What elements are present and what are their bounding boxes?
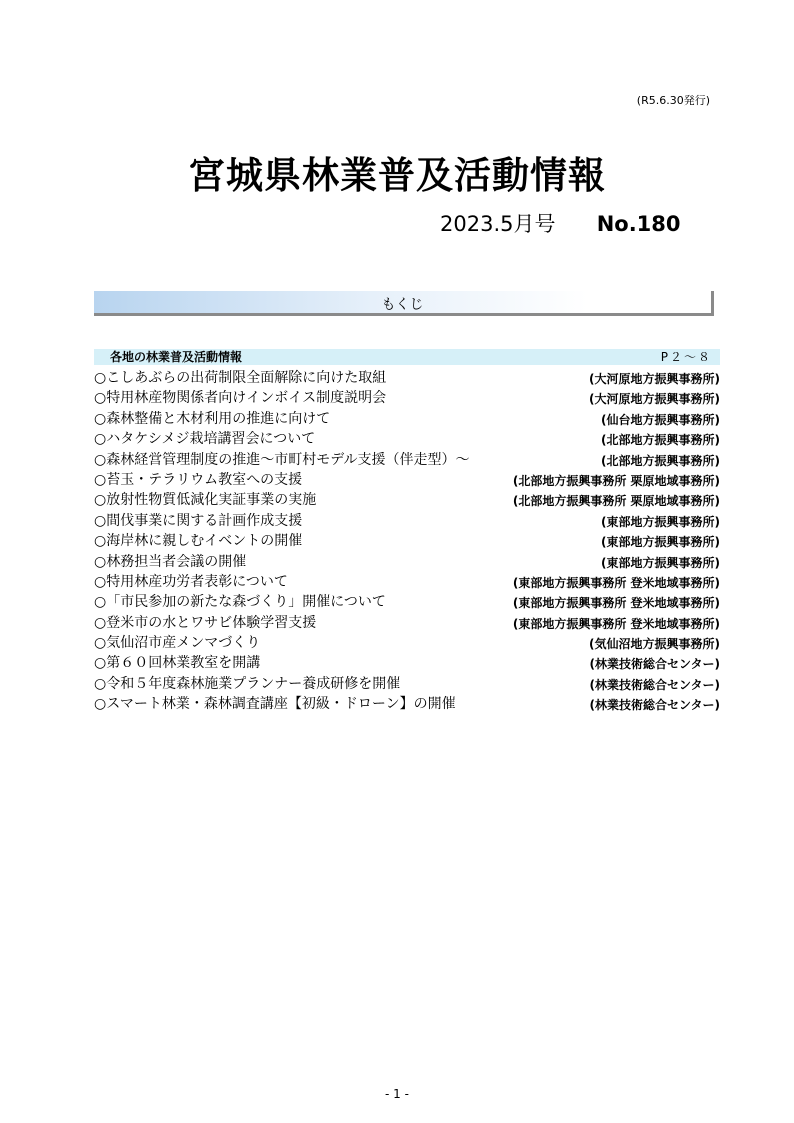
toc-item-title: ○海岸林に親しむイベントの開催 [94,533,303,550]
toc-item[interactable] [94,653,720,673]
issue-number: No.180 [596,212,681,236]
toc-item-title: ○スマート林業・森林調査講座【初級・ドローン】の開催 [94,696,456,713]
toc-item[interactable] [94,592,720,612]
toc-item-title: ○林務担当者会議の開催 [94,553,247,570]
toc-section-label: 各地の林業普及活動情報 [110,350,243,364]
toc-item-title: ○森林経営管理制度の推進～市町村モデル支援（伴走型）～ [94,451,470,468]
toc-item[interactable] [94,552,720,572]
toc-header-label: もくじ [381,297,424,313]
toc-item[interactable] [94,613,720,633]
toc-item-office: (東部地方振興事務所) [601,555,720,570]
toc-item-title: ○特用林産物関係者向けインボイス制度説明会 [94,390,387,407]
toc-section-row [94,349,720,365]
toc-item-office: (林業技術総合センター) [589,657,720,672]
toc-item-title: ○こしあぶらの出荷制限全面解除に向けた取組 [94,370,387,386]
toc-item-office: (東部地方振興事務所 登米地域事務所) [512,596,720,611]
toc-item-title: ○森林整備と木材利用の推進に向けて [94,410,331,427]
toc-item-office: (林業技術総合センター) [589,677,720,692]
toc-item-title: ○放射性物質低減化実証事業の実施 [94,492,317,509]
toc-item[interactable] [94,429,720,449]
toc-item[interactable] [94,531,720,551]
toc-item-title: ○間伐事業に関する計画作成支援 [94,512,303,529]
toc-header [94,291,714,316]
toc-item-office: (東部地方振興事務所 登米地域事務所) [512,575,720,590]
toc-item-office: (東部地方振興事務所 登米地域事務所) [512,616,720,631]
toc-item[interactable] [94,470,720,490]
issue-date: 2023.5月号 [440,212,556,236]
toc-item[interactable] [94,694,720,714]
toc-item-office: (気仙沼地方振興事務所) [589,637,720,652]
toc-item[interactable] [94,511,720,531]
toc-item-office: (北部地方振興事務所 栗原地域事務所) [512,494,720,509]
table-of-contents [94,349,720,715]
toc-item[interactable] [94,388,720,408]
toc-item-title: ○苔玉・テラリウム教室への支援 [94,471,303,488]
toc-item[interactable] [94,409,720,429]
toc-item-title: ○気仙沼市産メンマづくり [94,635,261,652]
toc-item-office: (仙台地方振興事務所) [601,412,720,427]
toc-item-office: (林業技術総合センター) [589,698,720,713]
toc-item-office: (北部地方振興事務所) [601,433,720,448]
toc-item[interactable] [94,572,720,592]
toc-item-office: (東部地方振興事務所) [601,514,720,529]
toc-item[interactable] [94,674,720,694]
toc-item-title: ○特用林産功労者表彰について [94,573,288,590]
toc-item-office: (北部地方振興事務所 栗原地域事務所) [512,473,720,488]
toc-item[interactable] [94,368,720,388]
toc-item-title: ○令和５年度森林施業プランナー養成研修を開催 [94,675,401,692]
toc-item-office: (東部地方振興事務所) [601,535,720,550]
toc-item-office: (大河原地方振興事務所) [589,372,720,386]
toc-item-title: ○「市民参加の新たな森づくり」開催について [94,594,386,611]
toc-item-title: ○ハタケシメジ栽培講習会について [94,431,316,448]
issue-date-note: (R5.6.30発行) [636,94,710,107]
toc-item-title: ○登米市の水とワサビ体験学習支援 [94,614,317,631]
document-title: 宮城県林業普及活動情報 [188,154,606,197]
toc-item[interactable] [94,490,720,510]
toc-item-office: (大河原地方振興事務所) [589,392,720,407]
toc-item-title: ○第６０回林業教室を開講 [94,655,261,672]
issue-line [440,208,700,238]
toc-item[interactable] [94,633,720,653]
page-number: - 1 - [385,1087,409,1101]
toc-section-pages: P２～８ [660,350,712,364]
toc-item[interactable] [94,450,720,470]
toc-item-office: (北部地方振興事務所) [601,453,720,468]
